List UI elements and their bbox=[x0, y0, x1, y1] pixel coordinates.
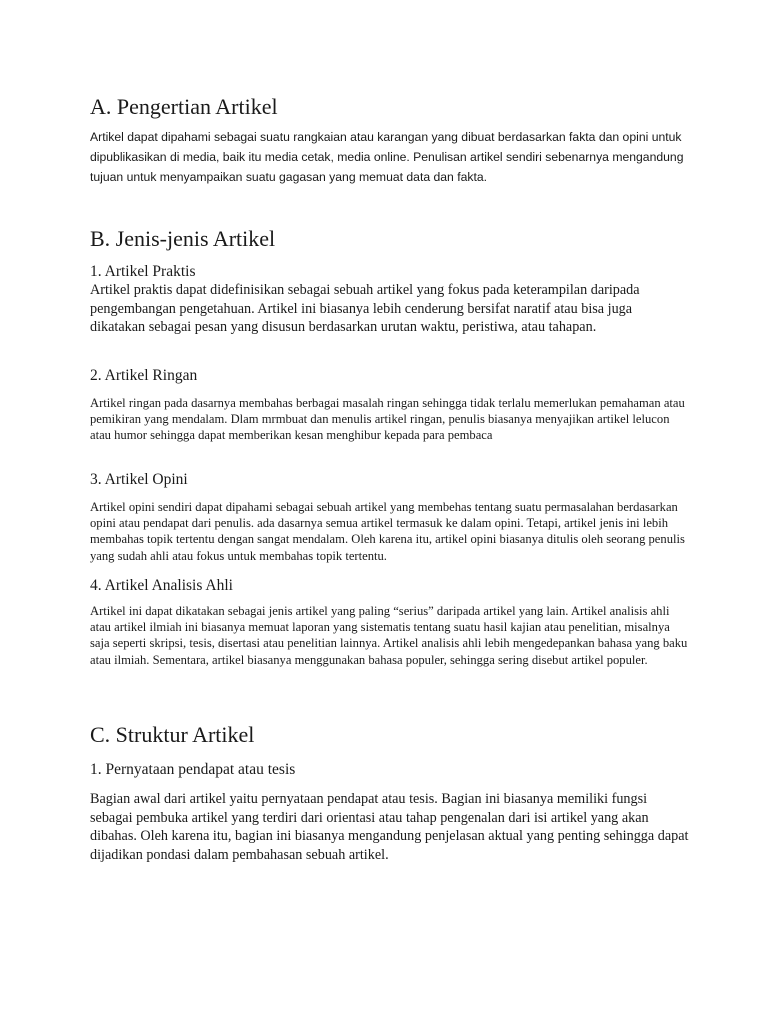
section-b-item-3-heading: 3. Artikel Opini bbox=[90, 471, 188, 488]
section-b-title: B. Jenis-jenis Artikel bbox=[90, 226, 276, 251]
section-b-item-1-body: Artikel praktis dapat didefinisikan sebagai sebuah artikel yang fokus pada keterampilan daripada pengembangan pengetahuan. Artikel ini biasanya lebih cenderung bersifat naratif atau bisa juga dikatakan sebagai pesan yang disusun berdasarkan urutan waktu, peristiwa, atau tahapan. bbox=[90, 282, 640, 335]
section-b-item-1-heading: 1. Artikel Praktis bbox=[90, 263, 196, 280]
section-c-title: C. Struktur Artikel bbox=[90, 722, 255, 747]
section-b-item-2-heading: 2. Artikel Ringan bbox=[90, 367, 198, 384]
section-b-item-2-body: Artikel ringan pada dasarnya membahas berbagai masalah ringan sehingga tidak terlalu memerlukan pemahaman atau pemikiran yang mendalam. Dlam mrmbuat dan menulis artikel ringan, penulis biasanya menyajikan artikel lelucon atau humor sehingga dapat memberikan kesan menghibur kepada para pembaca bbox=[90, 396, 685, 443]
section-b-item-3-body: Artikel opini sendiri dapat dipahami sebagai sebuah artikel yang membehas tentang suatu permasalahan berdasarkan opini atau pendapat dari penulis. ada dasarnya semua artikel termasuk ke dalam opini. Tetapi, artikel jenis ini lebih membahas topik tertentu dengan sangat mendalam. Oleh karena itu, artikel opini biasanya ditulis oleh seorang penulis yang sudah ahli atau fokus untuk membahas topik tertentu. bbox=[90, 500, 685, 563]
section-b-item-4-body: Artikel ini dapat dikatakan sebagai jenis artikel yang paling “serius” daripada artikel yang lain. Artikel analisis ahli atau artikel ilmiah ini biasanya memuat laporan yang sistematis tentang suatu hasil kajian atau penelitian, misalnya saja seperti skripsi, tesis, disertasi atau penelitian lainnya. Artikel analisis ahli lebih mengedepankan bahasa yang baku atau ilmiah. Sementara, artikel biasanya menggunakan bahasa populer, sehingga sering disebut artikel populer. bbox=[90, 604, 688, 667]
section-c-item-1-heading: 1. Pernyataan pendapat atau tesis bbox=[90, 761, 296, 778]
section-a-title: A. Pengertian Artikel bbox=[90, 94, 278, 119]
section-a-body: Artikel dapat dipahami sebagai suatu rangkaian atau karangan yang dibuat berdasarkan fakta dan opini untuk dipublikasikan di media, baik itu media cetak, media online. Penulisan artikel sendiri sebenarnya mengandung tujuan untuk menyampaikan suatu gagasan yang memuat data dan fakta. bbox=[90, 130, 684, 184]
section-b-item-4-heading: 4. Artikel Analisis Ahli bbox=[90, 577, 233, 594]
section-c-item-1-body: Bagian awal dari artikel yaitu pernyataan pendapat atau tesis. Bagian ini biasanya memiliki fungsi sebagai pembuka artikel yang terdiri dari orientasi atau tahap pengenalan dari isi artikel yang akan dibahas. Oleh karena itu, bagian ini biasanya mengandung penjelasan aktual yang penting sehingga dapat dijadikan pondasi dalam pembahasan sebuah artikel. bbox=[90, 791, 689, 863]
